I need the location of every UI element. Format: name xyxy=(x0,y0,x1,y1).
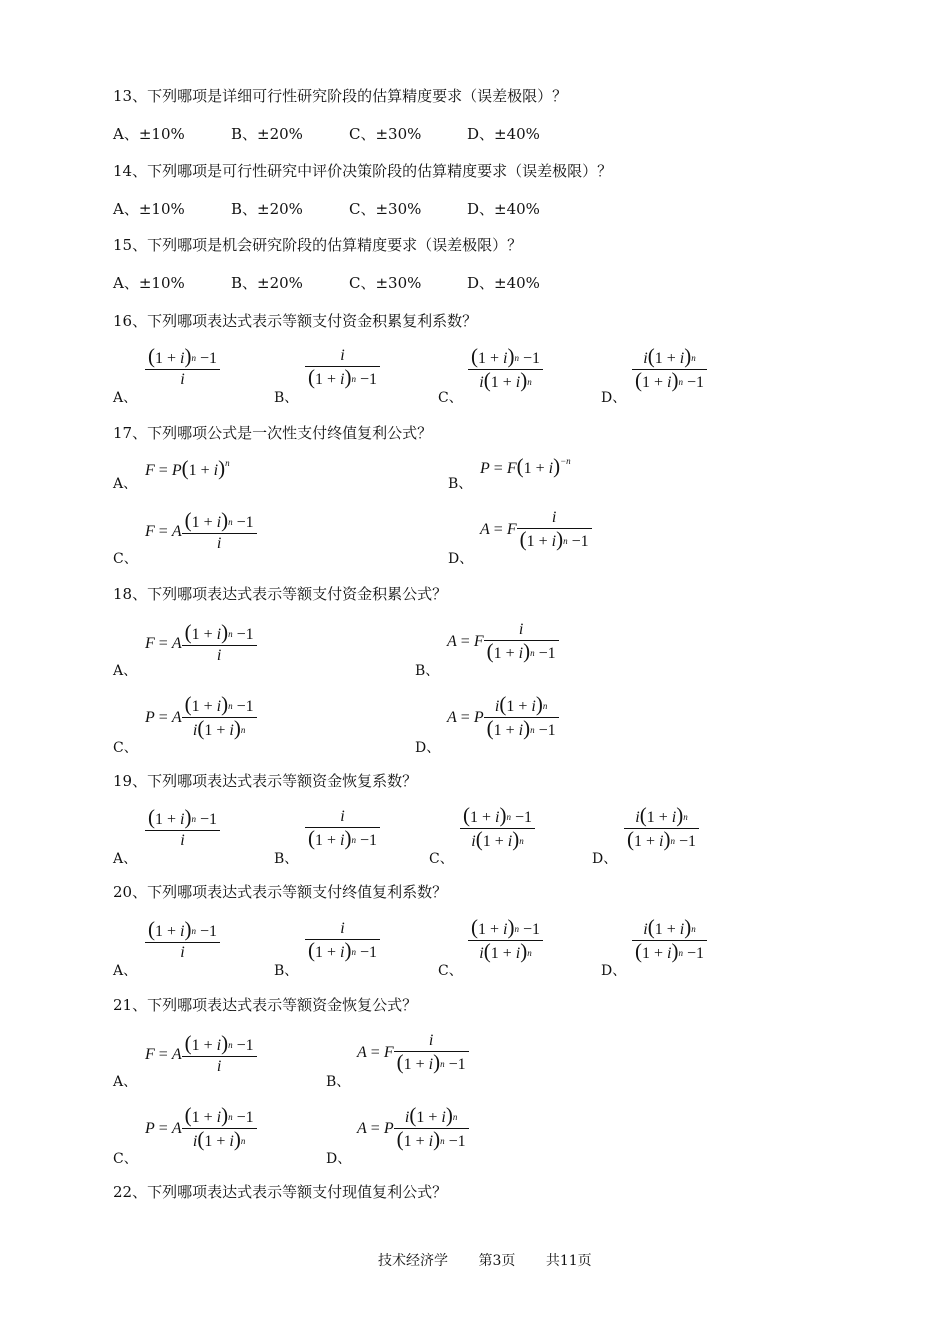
q14-option-a[interactable]: A、±10% xyxy=(113,200,185,218)
footer-total-pages: 共11页 xyxy=(545,1253,592,1269)
q20-label-a[interactable]: A、 xyxy=(113,963,138,979)
footer-course: 技术经济学 xyxy=(378,1253,448,1269)
q19-label-d[interactable]: D、 xyxy=(592,851,618,867)
q18-label-b[interactable]: B、 xyxy=(415,663,440,679)
q19-formula-b: $\frac{i}{(1 + i)^n -1}$ xyxy=(305,807,380,851)
question-19: 19、下列哪项表达式表示等额资金恢复系数？ xyxy=(113,772,418,790)
q20-formula-a: $\frac{(1 + i)^n -1}{i}$ xyxy=(145,919,220,963)
question-15: 15、下列哪项是机会研究阶段的估算精度要求（误差极限）？ xyxy=(113,236,523,254)
q16-label-b[interactable]: B、 xyxy=(274,390,299,406)
q20-formula-b: $\frac{i}{(1 + i)^n -1}$ xyxy=(305,919,380,963)
q17-formula-c: F = A $\frac{(1 + i)^n -1}{i}$ xyxy=(145,510,257,554)
footer-page-number: 第3页 xyxy=(478,1253,516,1269)
q14-option-b[interactable]: B、±20% xyxy=(231,200,303,218)
q17-formula-a: $F = P(1 + i)^n$ xyxy=(145,456,230,480)
q15-option-b[interactable]: B、±20% xyxy=(231,274,303,292)
q17-label-a[interactable]: A、 xyxy=(113,476,138,492)
question-22: 22、下列哪项表达式表示等额支付现值复利公式？ xyxy=(113,1183,448,1201)
q15-option-a[interactable]: A、±10% xyxy=(113,274,185,292)
q18-formula-d: A = P $\frac{i(1 + i)^n}{(1 + i)^n -1}$ xyxy=(447,694,559,741)
q13-option-a[interactable]: A、±10% xyxy=(113,125,185,143)
q20-formula-d: $\frac{i(1 + i)^n}{(1 + i)^n -1}$ xyxy=(632,917,707,964)
q14-option-c[interactable]: C、±30% xyxy=(349,200,422,218)
q21-label-b[interactable]: B、 xyxy=(326,1074,351,1090)
q19-label-c[interactable]: C、 xyxy=(429,851,454,867)
question-17: 17、下列哪项公式是一次性支付终值复利公式？ xyxy=(113,424,433,442)
q16-formula-a: $\frac{(1 + i)^n -1}{i}$ xyxy=(145,346,220,390)
q17-formula-d: A = F $\frac{i}{(1 + i)^n -1}$ xyxy=(480,508,592,552)
q18-label-c[interactable]: C、 xyxy=(113,740,138,756)
q16-label-d[interactable]: D、 xyxy=(601,390,627,406)
q18-label-d[interactable]: D、 xyxy=(415,740,441,756)
q21-formula-b: A = F $\frac{i}{(1 + i)^n -1}$ xyxy=(357,1031,469,1075)
q20-label-b[interactable]: B、 xyxy=(274,963,299,979)
question-16: 16、下列哪项表达式表示等额支付资金积累复利系数？ xyxy=(113,312,478,330)
q21-formula-c: P = A $\frac{(1 + i)^n -1}{i(1 + i)^n}$ xyxy=(145,1105,257,1152)
q21-label-d[interactable]: D、 xyxy=(326,1151,352,1167)
q14-option-d[interactable]: D、±40% xyxy=(467,200,540,218)
q16-label-a[interactable]: A、 xyxy=(113,390,138,406)
q19-formula-a: $\frac{(1 + i)^n -1}{i}$ xyxy=(145,807,220,851)
q21-label-c[interactable]: C、 xyxy=(113,1151,138,1167)
q18-formula-a: F = A $\frac{(1 + i)^n -1}{i}$ xyxy=(145,622,257,666)
q17-formula-b: $P = F(1 + i)^{-n}$ xyxy=(480,454,571,478)
q19-formula-c: $\frac{(1 + i)^n -1}{i(1 + i)^n}$ xyxy=(460,805,535,852)
q16-label-c[interactable]: C、 xyxy=(438,390,463,406)
question-13: 13、下列哪项是详细可行性研究阶段的估算精度要求（误差极限）？ xyxy=(113,87,568,105)
q18-label-a[interactable]: A、 xyxy=(113,663,138,679)
q17-label-b[interactable]: B、 xyxy=(448,476,473,492)
q19-label-b[interactable]: B、 xyxy=(274,851,299,867)
q21-label-a[interactable]: A、 xyxy=(113,1074,138,1090)
q17-label-d[interactable]: D、 xyxy=(448,551,474,567)
question-20: 20、下列哪项表达式表示等额支付终值复利系数？ xyxy=(113,883,448,901)
q20-label-d[interactable]: D、 xyxy=(601,963,627,979)
question-18: 18、下列哪项表达式表示等额支付资金积累公式？ xyxy=(113,585,448,603)
question-21: 21、下列哪项表达式表示等额资金恢复公式？ xyxy=(113,996,418,1014)
question-14: 14、下列哪项是可行性研究中评价决策阶段的估算精度要求（误差极限）？ xyxy=(113,162,613,180)
q13-option-c[interactable]: C、±30% xyxy=(349,125,422,143)
q20-formula-c: $\frac{(1 + i)^n -1}{i(1 + i)^n}$ xyxy=(468,917,543,964)
q17-label-c[interactable]: C、 xyxy=(113,551,138,567)
page-footer xyxy=(378,1250,618,1270)
q16-formula-b: $\frac{i}{(1 + i)^n -1}$ xyxy=(305,346,380,390)
q19-formula-d: $\frac{i(1 + i)^n}{(1 + i)^n -1}$ xyxy=(624,805,699,852)
q16-formula-c: $\frac{(1 + i)^n -1}{i(1 + i)^n}$ xyxy=(468,346,543,393)
q16-formula-d: $\frac{i(1 + i)^n}{(1 + i)^n -1}$ xyxy=(632,346,707,393)
q18-formula-c: P = A $\frac{(1 + i)^n -1}{i(1 + i)^n}$ xyxy=(145,694,257,741)
q21-formula-a: F = A $\frac{(1 + i)^n -1}{i}$ xyxy=(145,1033,257,1077)
q15-option-c[interactable]: C、±30% xyxy=(349,274,422,292)
q15-option-d[interactable]: D、±40% xyxy=(467,274,540,292)
q18-formula-b: A = F $\frac{i}{(1 + i)^n -1}$ xyxy=(447,620,559,664)
q13-option-b[interactable]: B、±20% xyxy=(231,125,303,143)
q21-formula-d: A = P $\frac{i(1 + i)^n}{(1 + i)^n -1}$ xyxy=(357,1105,469,1152)
q13-option-d[interactable]: D、±40% xyxy=(467,125,540,143)
q20-label-c[interactable]: C、 xyxy=(438,963,463,979)
q19-label-a[interactable]: A、 xyxy=(113,851,138,867)
